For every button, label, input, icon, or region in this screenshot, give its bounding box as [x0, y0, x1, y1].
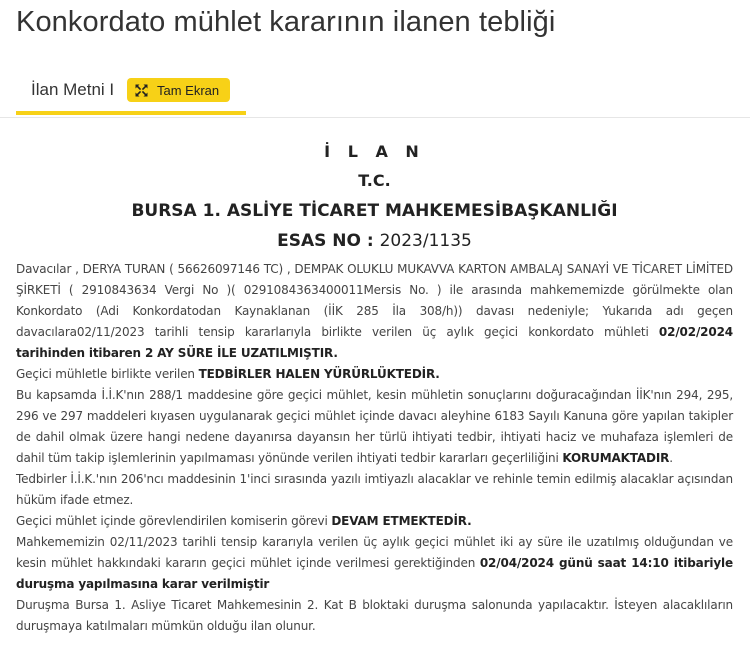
- paragraph-5: [16, 511, 733, 532]
- paragraph-emphasis: 02/02/2024 tarihinden itibaren 2 AY SÜRE İLE UZATILMIŞTIR.: [16, 325, 733, 360]
- case-number: 2023/1135: [379, 231, 472, 251]
- paragraph-1: [16, 259, 733, 364]
- page-title: Konkordato mühlet kararının ilanen tebliği: [16, 6, 556, 38]
- case-label: ESAS NO :: [277, 231, 374, 251]
- expand-arrows-icon: [135, 84, 148, 97]
- tab-ilan-metni[interactable]: [16, 76, 246, 116]
- paragraph-emphasis: 02/04/2024 günü saat 14:10 itibariyle duruşma yapılmasına karar verilmiştir: [16, 556, 733, 591]
- fullscreen-button[interactable]: [127, 78, 230, 102]
- paragraph-text: Bu kapsamda İ.İ.K'nın 288/1 maddesine göre geçici mühlet, kesin mühletin sonuçlarını doğuracağından İİK'nın 294, 295, 296 ve 297 maddeleri kıyasen uygulanarak geçici mühlet içinde davacı aleyhine 6183 Sayılı Kanuna göre yapılan takipler de dahil olmak üzere hangi nedene dayanırsa dayansın her türlü ihtiyati tedbir, ihtiyati haciz ve muhafaza işlemleri de dahil tüm takip işlemlerinin yapılmaması yönünde verilen ihtiyati tedbir kararları geçerliliğini: [16, 388, 733, 465]
- paragraph-4: [16, 469, 733, 511]
- paragraph-text: Duruşma Bursa 1. Asliye Ticaret Mahkemesinin 2. Kat B bloktaki duruşma salonunda yapılacaktır. İsteyen alacaklıların duruşmaya katılmaları mümkün olduğu ilan olunur.: [16, 598, 733, 633]
- tab-divider: [0, 117, 750, 118]
- paragraph-2: [16, 364, 733, 385]
- paragraph-emphasis: KORUMAKTADIR: [562, 451, 670, 465]
- fullscreen-label: Tam Ekran: [157, 82, 220, 98]
- notice-heading: İ L A N: [324, 142, 425, 161]
- paragraph-text: Davacılar , DERYA TURAN ( 56626097146 TC) , DEMPAK OLUKLU MUKAVVA KARTON AMBALAJ SANAYİ VE TİCARET LİMİTED ŞİRKETİ ( 2910843634 Vergi No )( 0291084363400011Mersis No. ) ile arasında mahkememizde görülmekte olan Konkordato (Adi Konkordatodan Kaynaklanan (İİK 285 İla 308/h)) davası nedeniyle; Yukarıda adı geçen davacılara02/11/2023 tarihli tensip kararlarıyla birlikte verilen üç aylık geçici konkordato mühleti: [16, 262, 733, 339]
- court-name: BURSA 1. ASLİYE TİCARET MAHKEMESİBAŞKANLIĞI: [131, 201, 618, 221]
- paragraph-text: Mahkememizin 02/11/2023 tarihli tensip kararıyla verilen üç aylık geçici mühlet iki ay süre ile uzatılmış olduğundan ve kesin mühlet hakkındaki kararın geçici mühlet içinde verilmesi gerektiğinden: [16, 535, 733, 570]
- paragraph-3: [16, 385, 733, 469]
- paragraph-6: [16, 532, 733, 595]
- notice-document: [16, 138, 733, 637]
- paragraph-emphasis: TEDBİRLER HALEN YÜRÜRLÜKTEDİR.: [198, 367, 440, 381]
- paragraph-text: Tedbirler İ.İ.K.'nın 206'ncı maddesinin 1'inci sırasında yazılı imtiyazlı alacaklar ve rehinle temin edilmiş alacaklar açısından hüküm ifade etmez.: [16, 472, 733, 507]
- active-tab-indicator: [16, 111, 246, 115]
- tab-label: İlan Metni I: [31, 80, 115, 99]
- paragraph-emphasis: DEVAM ETMEKTEDİR.: [331, 514, 472, 528]
- paragraph-text: Geçici mühlet içinde görevlendirilen komiserin görevi: [16, 514, 332, 528]
- paragraph-text: .: [669, 451, 673, 465]
- paragraph-7: [16, 595, 733, 637]
- notice-subheading: T.C.: [358, 171, 391, 190]
- case-number-line: [16, 226, 733, 256]
- notice-body: [16, 259, 733, 637]
- paragraph-text: Geçici mühletle birlikte verilen: [16, 367, 199, 381]
